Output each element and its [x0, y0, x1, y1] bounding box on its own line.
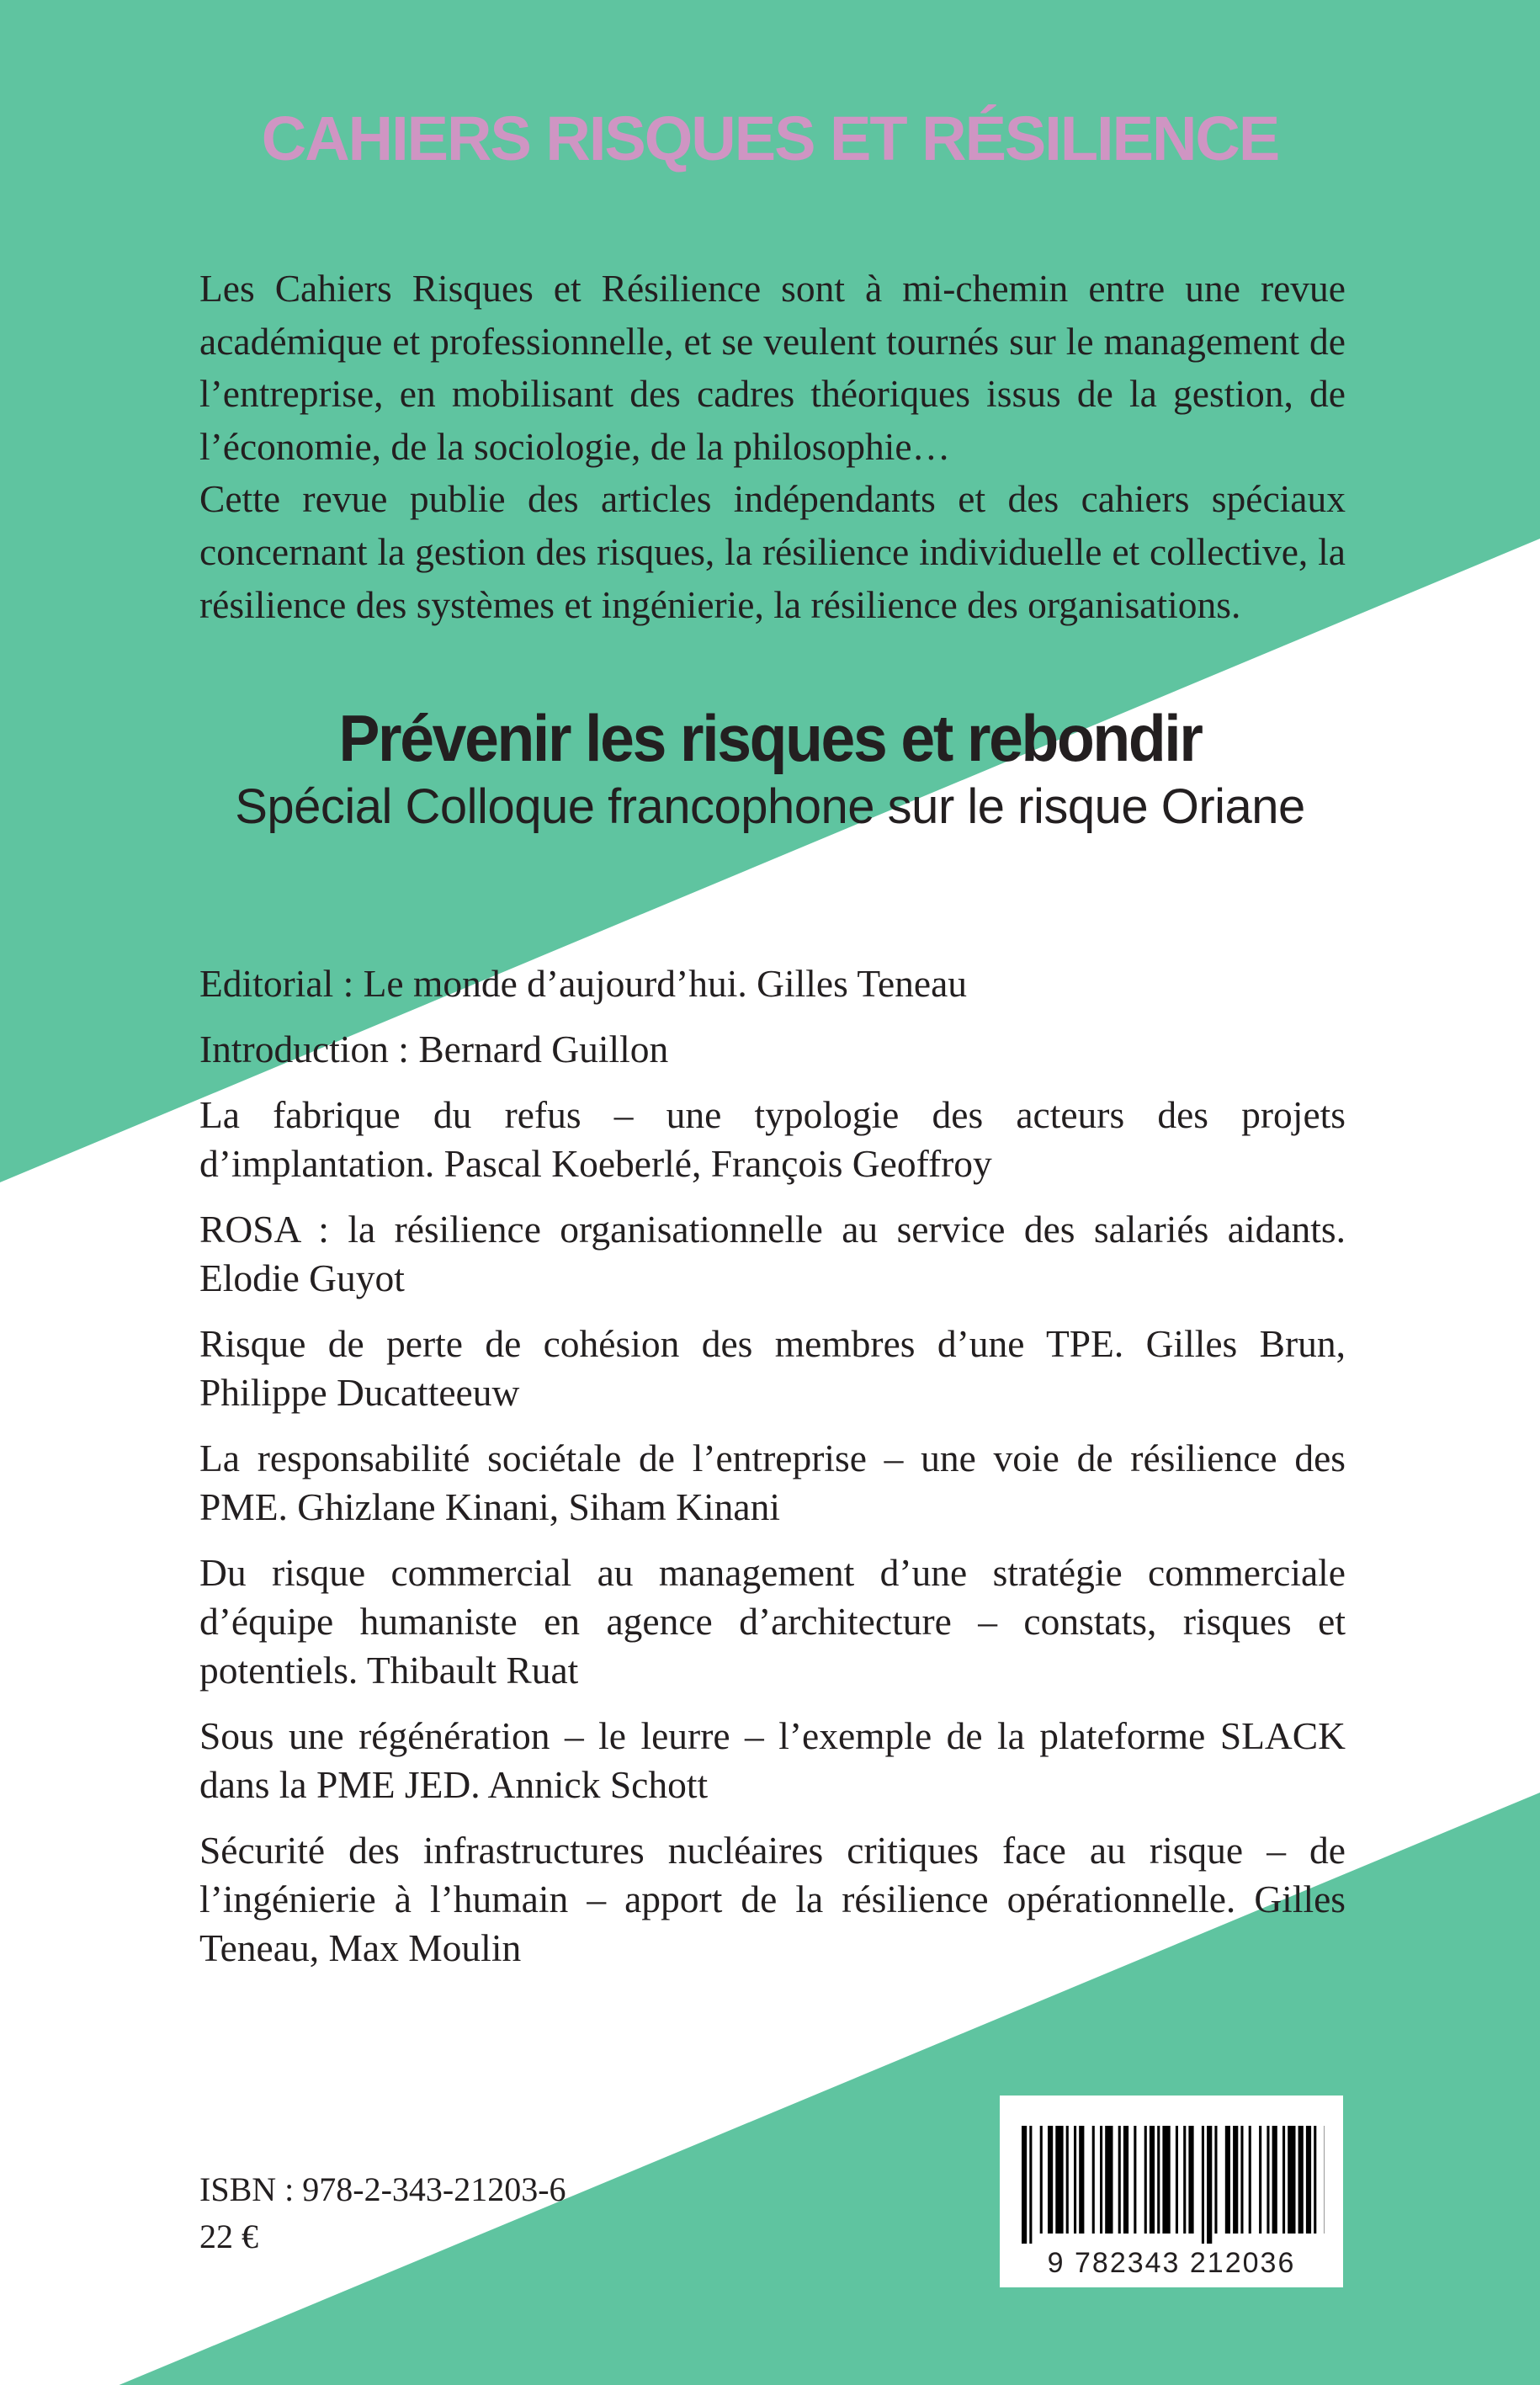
contents-item: Risque de perte de cohésion des membres d’une TPE. Gilles Brun, Philippe Ducatteeuw — [199, 1322, 1346, 1414]
barcode-bar — [1183, 2126, 1186, 2234]
barcode-bar — [1282, 2126, 1285, 2234]
barcode-bar — [1040, 2126, 1043, 2234]
barcode-bar — [1123, 2126, 1128, 2234]
barcode-bar — [1288, 2126, 1295, 2234]
barcode-number: 9 782343 212036 — [1047, 2247, 1296, 2279]
barcode-bar — [1259, 2126, 1261, 2234]
barcode-bar — [1162, 2126, 1170, 2234]
barcode-bar — [1022, 2126, 1027, 2244]
price-text: 22 € — [199, 2218, 258, 2255]
barcode-bar — [1214, 2126, 1217, 2234]
barcode-bar — [1150, 2126, 1155, 2234]
contents-item: Sécurité des infrastructures nucléaires critiques face au risque – de l’ingénierie à l’humain – apport de la résilience opérationnelle. Gilles Teneau, Max Moulin — [199, 1829, 1346, 1969]
barcode-bar — [1066, 2126, 1069, 2234]
table-of-contents — [199, 959, 1346, 1989]
book-title: Prévenir les risques et rebondir — [338, 701, 1202, 775]
barcode-bar — [1048, 2126, 1053, 2234]
barcode-bar — [1176, 2126, 1178, 2234]
contents-item: Sous une régénération – le leurre – l’exemple de la plateforme SLACK dans la PME JED. Annick Schott — [199, 1714, 1346, 1806]
barcode-bar — [1314, 2126, 1316, 2234]
barcode-bar — [1144, 2126, 1147, 2234]
series-title: CAHIERS RISQUES ET RÉSILIENCE — [261, 104, 1279, 173]
barcode-bar — [1233, 2126, 1238, 2234]
barcode-bar — [1029, 2126, 1032, 2244]
barcode-bar — [1298, 2126, 1304, 2234]
barcode-bar — [1306, 2126, 1311, 2234]
barcode-bar — [1074, 2126, 1076, 2234]
contents-item: Introduction : Bernard Guillon — [199, 1028, 669, 1070]
barcode-bar — [1157, 2126, 1160, 2234]
barcode-bar — [1100, 2126, 1102, 2234]
book-subtitle: Spécial Colloque francophone sur le risque Oriane — [235, 779, 1305, 834]
barcode-bar — [1134, 2126, 1136, 2234]
series-description — [199, 263, 1346, 631]
contents-item: Du risque commercial au management d’une stratégie commerciale d’équipe humaniste en agence d’architecture – constats, risques et potentiels. Thibault Ruat — [199, 1551, 1346, 1692]
barcode-bar — [1118, 2126, 1121, 2234]
description-paragraph: Les Cahiers Risques et Résilience sont à mi-chemin entre une revue académique et professionnelle, et se veulent tournés sur le management de l’entreprise, en mobilisant des cadres théoriques issus de la gestion, de l’économie, de la sociologie, de la philosophie… — [199, 267, 1346, 468]
contents-item: La responsabilité sociétale de l’entreprise – une voie de résilience des PME. Ghizlane Kinani, Siham Kinani — [199, 1437, 1346, 1528]
contents-item: Editorial : Le monde d’aujourd’hui. Gilles Teneau — [199, 962, 968, 1005]
barcode-bar — [1092, 2126, 1095, 2234]
barcode-bar — [1225, 2126, 1230, 2234]
barcode-bar — [1240, 2126, 1243, 2234]
contents-item: La fabrique du refus – une typologie des acteurs des projets d’implantation. Pascal Koeberlé, François Geoffroy — [199, 1093, 1346, 1185]
barcode-bar — [1105, 2126, 1113, 2234]
isbn-text: ISBN : 978-2-343-21203-6 — [199, 2170, 566, 2208]
barcode — [1000, 2096, 1343, 2287]
price-tab — [271, 2258, 279, 2264]
barcode-bar — [1079, 2126, 1084, 2234]
barcode-bar — [1055, 2126, 1063, 2234]
contents-item: ROSA : la résilience organisationnelle au service des salariés aidants. Elodie Guyot — [199, 1208, 1346, 1299]
barcode-bar — [1202, 2126, 1204, 2244]
barcode-bar — [1207, 2126, 1212, 2244]
barcode-bar — [1267, 2126, 1269, 2234]
description-paragraph: Cette revue publie des articles indépendants et des cahiers spéciaux concernant la gestion des risques, la résilience individuelle et collective, la résilience des systèmes et ingénierie, la résilience des organisations. — [199, 477, 1346, 626]
barcode-bars — [1018, 2126, 1325, 2244]
barcode-bar — [1188, 2126, 1193, 2234]
barcode-bar — [1272, 2126, 1277, 2234]
barcode-bar — [1249, 2126, 1251, 2234]
